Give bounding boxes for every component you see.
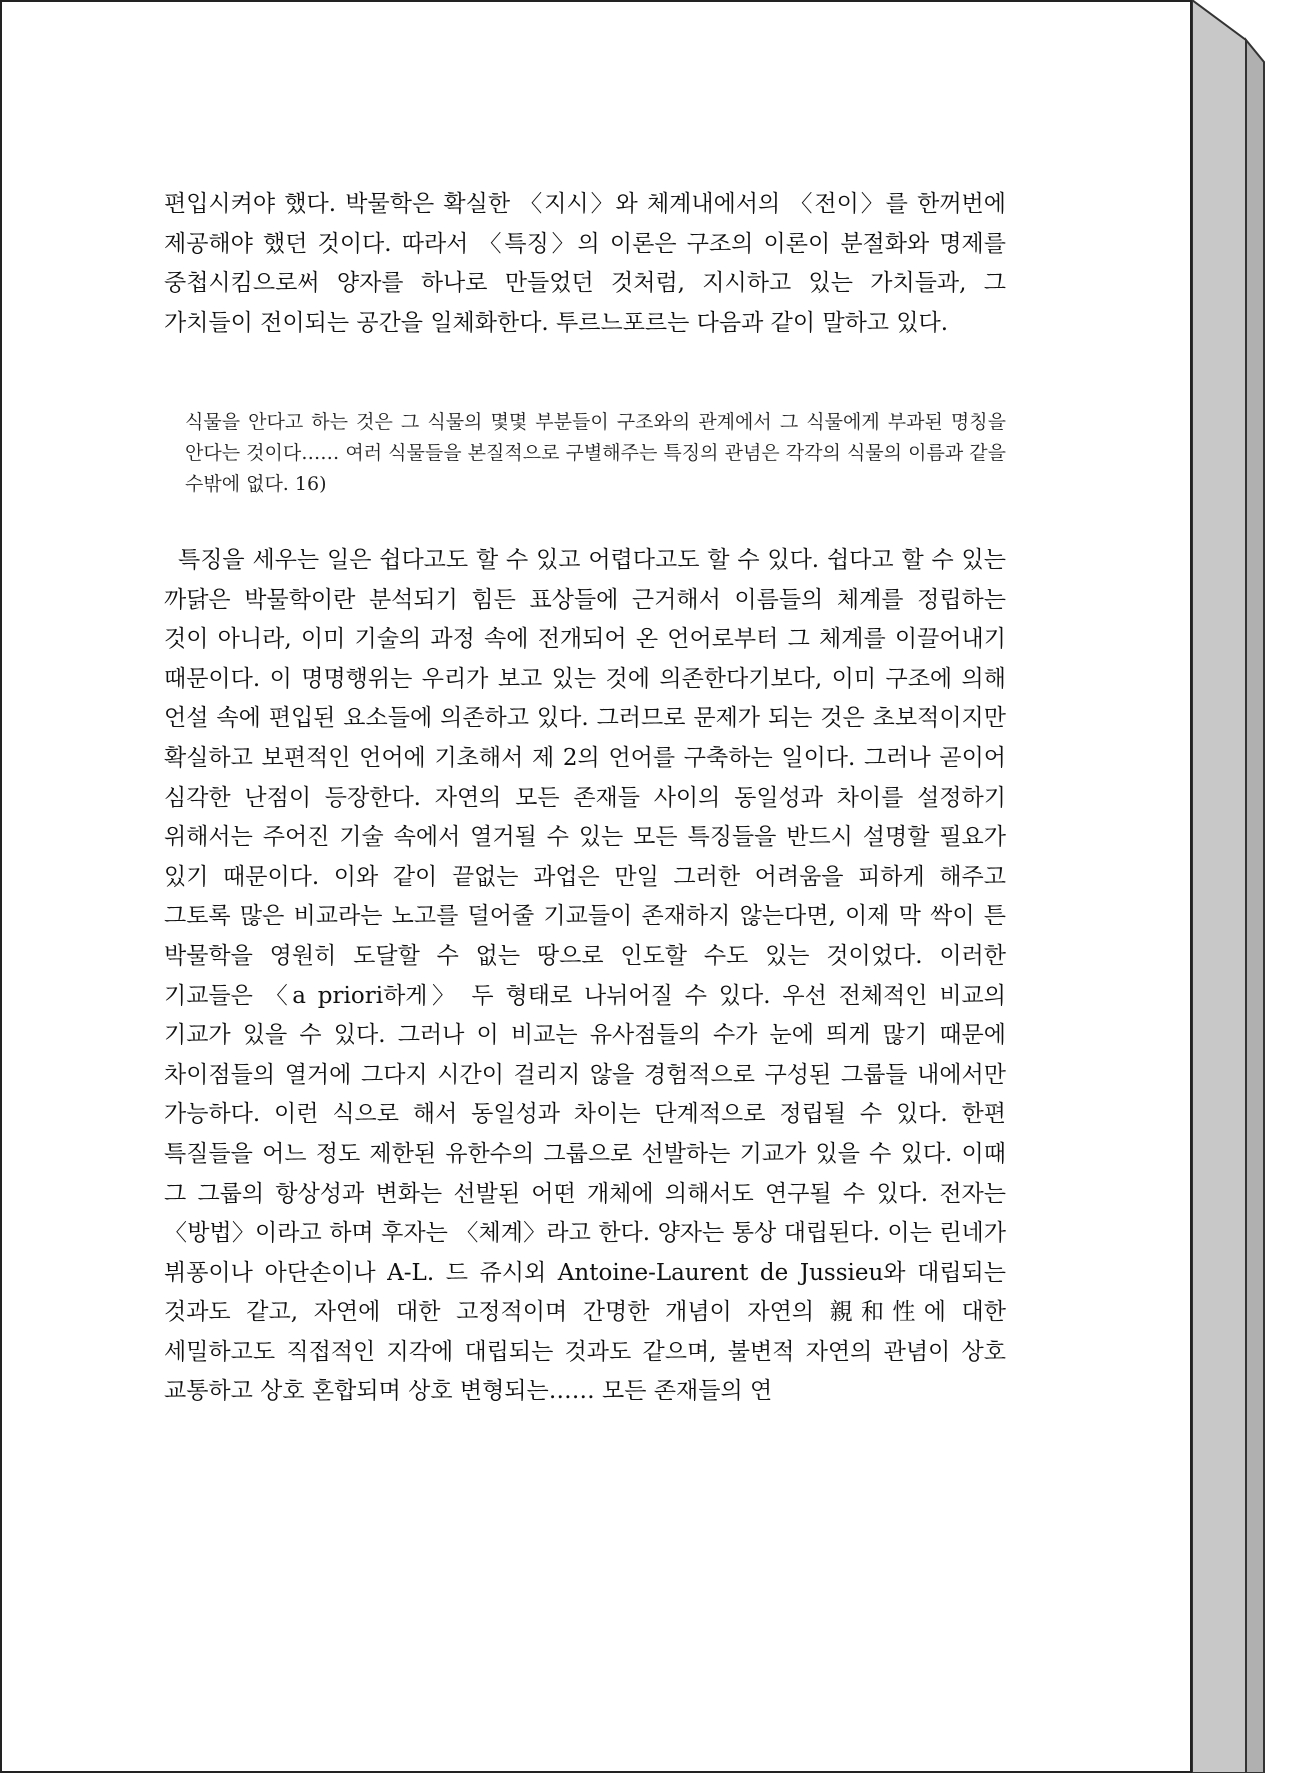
body-paragraph-2: 특징을 세우는 일은 쉽다고도 할 수 있고 어렵다고도 할 수 있다. 쉽다고 할 수 있는 까닭은 박물학이란 분석되기 힘든 표상들에 근거해서 이름들의 체계를 정립하는 것이 아니라, 이미 기술의 과정 속에 전개되어 온 언어로부터 그 체계를 이끌어내기 때문이다. 이 명명행위는 우리가 보고 있는 것에 의존한다기보다, 이미 구조에 의해 언설 속에 편입된 요소들에 의존하고 있다. 그러므로 문제가 되는 것은 초보적이지만 확실하고 보편적인 언어에 기초해서 제 2의 언어를 구축하는 일이다. 그러나 곧이어 심각한 난점이 등장한다. 자연의 모든 존재들 사이의 동일성과 차이를 설정하기 위해서는 주어진 기술 속에서 열거될 수 있는 모든 특징들을 반드시 설명할 필요가 있기 때문이다. 이와 같이 끝없는 과업은 만일 그러한 어려움을 피하게 해주고 그토록 많은 비교라는 노고를 덜어줄 기교들이 존재하지 않는다면, 이제 막 싹이 튼 박물학을 영원히 도달할 수 없는 땅으로 인도할 수도 있는 것이었다. 이러한 기교들은 〈a priori하게〉 두 형태로 나뉘어질 수 있다. 우선 전체적인 비교의 기교가 있을 수 있다. 그러나 이 비교는 유사점들의 수가 눈에 띄게 많기 때문에 차이점들의 열거에 그다지 시간이 걸리지 않을 경험적으로 구성된 그룹들 내에서만 가능하다. 이런 식으로 해서 동일성과 차이는 단계적으로 정립될 수 있다. 한편 특질들을 어느 정도 제한된 유한수의 그룹으로 선발하는 기교가 있을 수 있다. 이때 그 그룹의 항상성과 변화는 선발된 어떤 개체에 의해서도 연구될 수 있다. 전자는 〈방법〉이라고 하며 후자는 〈체계〉라고 한다. 양자는 통상 대립된다. 이는 린네가 뷔퐁이나 아단손이나 A-L. 드 쥬시외 Antoine-Laurent de Jussieu와 대립되는 것과도 같고, 자연에 대한 고정적이며 간명한 개념이 자연의 親和性에 대한 세밀하고도 직접적인 지각에 대립되는 것과도 같으며, 불변적 자연의 관념이 상호 교통하고 상호 혼합되며 상호 변형되는…… 모든 존재들의 연 — [164, 547, 1006, 1405]
body-paragraph-1: 편입시켜야 했다. 박물학은 확실한 〈지시〉와 체계내에서의 〈전이〉를 한꺼번에 제공해야 했던 것이다. 따라서 〈특징〉의 이론은 구조의 이론이 분절화와 명제를 중첩시킴으로써 양자를 하나로 만들었던 것처럼, 지시하고 있는 가치들과, 그 가치들이 전이되는 공간을 일체화한다. 투르느포르는 다음과 같이 말하고 있다. — [164, 191, 1006, 336]
book-page-stack-edge — [1192, 0, 1270, 1773]
block-quote: 식물을 안다고 하는 것은 그 식물의 몇몇 부분들이 구조와의 관계에서 그 식물에게 부과된 명칭을 안다는 것이다…… 여러 식물들을 본질적으로 구별해주는 특징의 관념은 각각의 식물의 이름과 같을 수밖에 없다. 16) — [185, 411, 1006, 495]
